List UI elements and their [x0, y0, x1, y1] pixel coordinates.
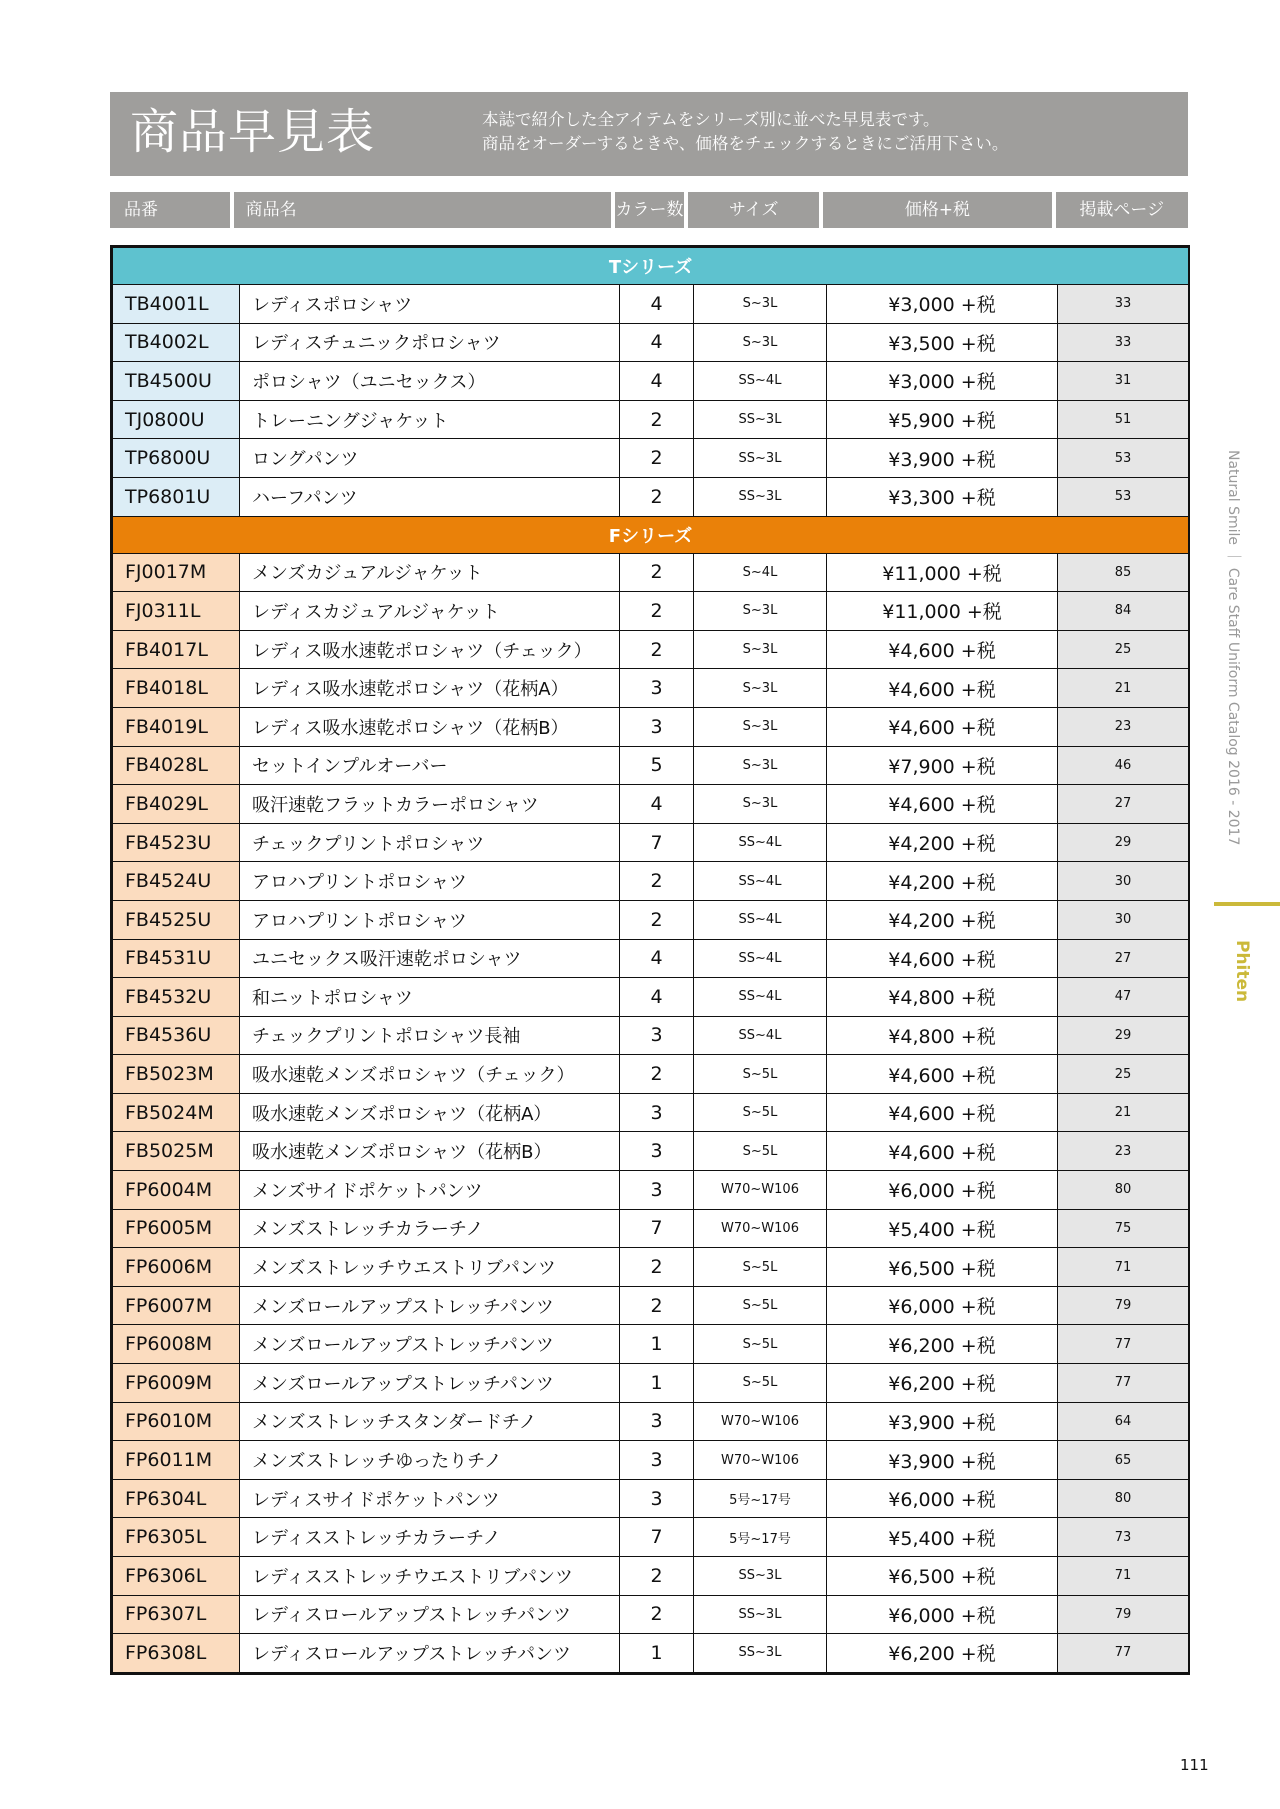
price: ¥5,400 +税	[827, 1518, 1058, 1557]
product-name: アロハプリントポロシャツ	[240, 862, 620, 901]
size-range: S~5L	[694, 1055, 827, 1094]
product-code: FP6011M	[113, 1441, 240, 1480]
page-title: 商品早見表	[130, 104, 376, 160]
price: ¥6,000 +税	[827, 1286, 1058, 1325]
table-row	[113, 592, 1189, 631]
color-count: 2	[620, 439, 694, 478]
product-name: メンズストレッチゆったりチノ	[240, 1441, 620, 1480]
table-row	[113, 439, 1189, 478]
product-name: アロハプリントポロシャツ	[240, 900, 620, 939]
page-ref: 27	[1058, 785, 1189, 824]
table-row	[113, 1634, 1189, 1673]
color-count: 4	[620, 785, 694, 824]
table-row	[113, 862, 1189, 901]
product-name: メンズロールアップストレッチパンツ	[240, 1325, 620, 1364]
product-code: FP6305L	[113, 1518, 240, 1557]
table-row	[113, 1171, 1189, 1210]
size-range: SS~4L	[694, 862, 827, 901]
price: ¥6,200 +税	[827, 1364, 1058, 1403]
page-ref: 65	[1058, 1441, 1189, 1480]
table-row	[113, 1248, 1189, 1287]
price: ¥3,900 +税	[827, 1402, 1058, 1441]
price: ¥3,500 +税	[827, 323, 1058, 362]
table-row	[113, 1325, 1189, 1364]
price: ¥4,600 +税	[827, 630, 1058, 669]
table-row	[113, 1055, 1189, 1094]
product-name: レディス吸水速乾ポロシャツ（花柄A）	[240, 669, 620, 708]
table-row	[113, 1016, 1189, 1055]
page-ref: 25	[1058, 630, 1189, 669]
side-catalog-text: Natural Smile ｜ Care Staff Uniform Catalog 2016 - 2017	[1225, 450, 1241, 846]
table-row	[113, 1132, 1189, 1171]
column-header-colors: カラー数	[615, 192, 684, 228]
price: ¥3,900 +税	[827, 439, 1058, 478]
page-ref: 31	[1058, 362, 1189, 401]
product-code: FB5024M	[113, 1093, 240, 1132]
color-count: 4	[620, 978, 694, 1017]
product-name: 吸水速乾メンズポロシャツ（花柄B）	[240, 1132, 620, 1171]
color-count: 4	[620, 362, 694, 401]
color-count: 4	[620, 323, 694, 362]
color-count: 3	[620, 1402, 694, 1441]
color-count: 2	[620, 862, 694, 901]
brand-text: Phiten	[1232, 940, 1252, 1003]
product-name: レディスカジュアルジャケット	[240, 592, 620, 631]
product-code: FP6304L	[113, 1479, 240, 1518]
page-ref: 80	[1058, 1479, 1189, 1518]
color-count: 1	[620, 1325, 694, 1364]
description-line-2: 商品をオーダーするときや、価格をチェックするときにご活用下さい。	[482, 134, 1009, 153]
color-count: 2	[620, 1595, 694, 1634]
product-name: ポロシャツ（ユニセックス）	[240, 362, 620, 401]
side-catalog-label	[1222, 450, 1244, 880]
size-range: S~3L	[694, 785, 827, 824]
table-row	[113, 1441, 1189, 1480]
page-number: 111	[1180, 1756, 1209, 1774]
page-ref: 79	[1058, 1595, 1189, 1634]
product-code: FB5025M	[113, 1132, 240, 1171]
table-row	[113, 669, 1189, 708]
product-name: ロングパンツ	[240, 439, 620, 478]
product-name: トレーニングジャケット	[240, 400, 620, 439]
table-row	[113, 362, 1189, 401]
size-range: S~5L	[694, 1248, 827, 1287]
price: ¥4,200 +税	[827, 900, 1058, 939]
price: ¥5,400 +税	[827, 1209, 1058, 1248]
size-range: S~5L	[694, 1286, 827, 1325]
size-range: S~3L	[694, 707, 827, 746]
color-count: 5	[620, 746, 694, 785]
product-code: FB4532U	[113, 978, 240, 1017]
product-code: FP6007M	[113, 1286, 240, 1325]
page-ref: 23	[1058, 1132, 1189, 1171]
product-code: FP6005M	[113, 1209, 240, 1248]
table-row	[113, 1595, 1189, 1634]
table-row	[113, 630, 1189, 669]
product-code: TB4500U	[113, 362, 240, 401]
product-code: FB4524U	[113, 862, 240, 901]
price: ¥3,000 +税	[827, 285, 1058, 324]
page-ref: 77	[1058, 1325, 1189, 1364]
size-range: SS~3L	[694, 477, 827, 516]
table-row	[113, 900, 1189, 939]
product-name: セットインプルオーバー	[240, 746, 620, 785]
page-ref: 33	[1058, 285, 1189, 324]
product-name: レディス吸水速乾ポロシャツ（チェック）	[240, 630, 620, 669]
color-count: 3	[620, 1171, 694, 1210]
table-row	[113, 1093, 1189, 1132]
page-ref: 71	[1058, 1557, 1189, 1596]
product-name: レディスストレッチウエストリブパンツ	[240, 1557, 620, 1596]
price: ¥6,200 +税	[827, 1634, 1058, 1673]
product-name: メンズロールアップストレッチパンツ	[240, 1286, 620, 1325]
product-code: FP6006M	[113, 1248, 240, 1287]
page-ref: 80	[1058, 1171, 1189, 1210]
product-name: 吸汗速乾フラットカラーポロシャツ	[240, 785, 620, 824]
product-name: レディスチュニックポロシャツ	[240, 323, 620, 362]
product-code: FB4029L	[113, 785, 240, 824]
product-code: TJ0800U	[113, 400, 240, 439]
product-code: FB4017L	[113, 630, 240, 669]
table-row	[113, 939, 1189, 978]
page-ref: 73	[1058, 1518, 1189, 1557]
price: ¥3,900 +税	[827, 1441, 1058, 1480]
page-ref: 29	[1058, 823, 1189, 862]
title-description	[482, 108, 1008, 156]
table-row	[113, 1557, 1189, 1596]
product-name: レディスサイドポケットパンツ	[240, 1479, 620, 1518]
table-row	[113, 477, 1189, 516]
price: ¥3,300 +税	[827, 477, 1058, 516]
size-range: W70~W106	[694, 1402, 827, 1441]
table-row	[113, 823, 1189, 862]
product-name: メンズストレッチスタンダードチノ	[240, 1402, 620, 1441]
price: ¥4,600 +税	[827, 1055, 1058, 1094]
color-count: 2	[620, 1286, 694, 1325]
product-name: メンズロールアップストレッチパンツ	[240, 1364, 620, 1403]
size-range: S~3L	[694, 630, 827, 669]
color-count: 3	[620, 707, 694, 746]
product-name: レディスロールアップストレッチパンツ	[240, 1634, 620, 1673]
product-name: ハーフパンツ	[240, 477, 620, 516]
product-name: レディスポロシャツ	[240, 285, 620, 324]
product-name: 和ニットポロシャツ	[240, 978, 620, 1017]
product-name: メンズストレッチカラーチノ	[240, 1209, 620, 1248]
size-range: W70~W106	[694, 1209, 827, 1248]
size-range: S~5L	[694, 1132, 827, 1171]
page-ref: 33	[1058, 323, 1189, 362]
product-name: メンズサイドポケットパンツ	[240, 1171, 620, 1210]
page-ref: 53	[1058, 477, 1189, 516]
price: ¥11,000 +税	[827, 553, 1058, 592]
price: ¥3,000 +税	[827, 362, 1058, 401]
page-ref: 47	[1058, 978, 1189, 1017]
series-f-header	[113, 516, 1189, 553]
price: ¥4,200 +税	[827, 823, 1058, 862]
product-name: レディスロールアップストレッチパンツ	[240, 1595, 620, 1634]
color-count: 2	[620, 900, 694, 939]
size-range: S~3L	[694, 592, 827, 631]
page-ref: 51	[1058, 400, 1189, 439]
size-range: 5号~17号	[694, 1518, 827, 1557]
size-range: SS~3L	[694, 1634, 827, 1673]
page-ref: 29	[1058, 1016, 1189, 1055]
page-ref: 84	[1058, 592, 1189, 631]
page-ref: 71	[1058, 1248, 1189, 1287]
color-count: 4	[620, 285, 694, 324]
product-code: FP6004M	[113, 1171, 240, 1210]
page-ref: 53	[1058, 439, 1189, 478]
table-row	[113, 553, 1189, 592]
color-count: 1	[620, 1634, 694, 1673]
table-row	[113, 785, 1189, 824]
size-range: S~4L	[694, 553, 827, 592]
title-bar	[110, 92, 1188, 176]
color-count: 3	[620, 669, 694, 708]
price: ¥5,900 +税	[827, 400, 1058, 439]
size-range: SS~3L	[694, 439, 827, 478]
product-code: FB5023M	[113, 1055, 240, 1094]
table-row	[113, 285, 1189, 324]
table-row	[113, 1518, 1189, 1557]
product-code: TP6801U	[113, 477, 240, 516]
page-ref: 25	[1058, 1055, 1189, 1094]
size-range: SS~4L	[694, 1016, 827, 1055]
price: ¥4,600 +税	[827, 669, 1058, 708]
size-range: S~5L	[694, 1093, 827, 1132]
description-line-1: 本誌で紹介した全アイテムをシリーズ別に並べた早見表です。	[482, 110, 940, 129]
price: ¥4,600 +税	[827, 939, 1058, 978]
price: ¥4,800 +税	[827, 1016, 1058, 1055]
table-row	[113, 707, 1189, 746]
color-count: 2	[620, 592, 694, 631]
page-ref: 79	[1058, 1286, 1189, 1325]
price: ¥6,500 +税	[827, 1557, 1058, 1596]
column-header-code: 品番	[110, 192, 230, 228]
price: ¥4,600 +税	[827, 707, 1058, 746]
table-row	[113, 978, 1189, 1017]
size-range: SS~4L	[694, 823, 827, 862]
table-row	[113, 1364, 1189, 1403]
color-count: 2	[620, 1248, 694, 1287]
size-range: SS~3L	[694, 1557, 827, 1596]
column-header-name: 商品名	[234, 192, 612, 228]
size-range: S~5L	[694, 1364, 827, 1403]
color-count: 2	[620, 477, 694, 516]
page-ref: 27	[1058, 939, 1189, 978]
product-code: FB4019L	[113, 707, 240, 746]
price: ¥4,200 +税	[827, 862, 1058, 901]
color-count: 3	[620, 1016, 694, 1055]
page-ref: 23	[1058, 707, 1189, 746]
product-code: FB4531U	[113, 939, 240, 978]
side-brand-label	[1228, 940, 1252, 1020]
product-name: メンズカジュアルジャケット	[240, 553, 620, 592]
product-name: レディス吸水速乾ポロシャツ（花柄B）	[240, 707, 620, 746]
color-count: 1	[620, 1364, 694, 1403]
size-range: S~3L	[694, 669, 827, 708]
product-code: TB4001L	[113, 285, 240, 324]
price: ¥6,500 +税	[827, 1248, 1058, 1287]
series-t-header	[113, 248, 1189, 285]
product-name: ユニセックス吸汗速乾ポロシャツ	[240, 939, 620, 978]
page-ref: 30	[1058, 900, 1189, 939]
product-code: FP6307L	[113, 1595, 240, 1634]
page-ref: 77	[1058, 1634, 1189, 1673]
product-table	[110, 245, 1190, 1675]
product-code: FP6008M	[113, 1325, 240, 1364]
color-count: 2	[620, 553, 694, 592]
product-code: FB4525U	[113, 900, 240, 939]
table-row	[113, 323, 1189, 362]
product-code: FP6010M	[113, 1402, 240, 1441]
price: ¥6,200 +税	[827, 1325, 1058, 1364]
product-code: FJ0311L	[113, 592, 240, 631]
size-range: W70~W106	[694, 1441, 827, 1480]
table-row	[113, 1479, 1189, 1518]
price: ¥6,000 +税	[827, 1479, 1058, 1518]
table-row	[113, 1209, 1189, 1248]
color-count: 2	[620, 630, 694, 669]
price: ¥4,600 +税	[827, 1093, 1058, 1132]
product-code: FP6009M	[113, 1364, 240, 1403]
size-range: SS~4L	[694, 900, 827, 939]
column-header-page: 掲載ページ	[1056, 192, 1188, 228]
product-name: レディスストレッチカラーチノ	[240, 1518, 620, 1557]
page-ref: 21	[1058, 1093, 1189, 1132]
size-range: SS~4L	[694, 939, 827, 978]
product-code: FP6308L	[113, 1634, 240, 1673]
column-header-price: 価格+税	[823, 192, 1051, 228]
product-code: FB4018L	[113, 669, 240, 708]
page-ref: 30	[1058, 862, 1189, 901]
column-header-size: サイズ	[688, 192, 819, 228]
product-code: TP6800U	[113, 439, 240, 478]
table-row	[113, 1286, 1189, 1325]
color-count: 4	[620, 939, 694, 978]
size-range: S~3L	[694, 746, 827, 785]
side-accent-rule	[1214, 902, 1280, 906]
page-ref: 75	[1058, 1209, 1189, 1248]
page-ref: 85	[1058, 553, 1189, 592]
page-ref: 77	[1058, 1364, 1189, 1403]
product-code: FJ0017M	[113, 553, 240, 592]
price: ¥6,000 +税	[827, 1171, 1058, 1210]
column-header-row	[110, 192, 1188, 228]
series-label: Tシリーズ	[113, 248, 1189, 285]
product-name: メンズストレッチウエストリブパンツ	[240, 1248, 620, 1287]
color-count: 3	[620, 1093, 694, 1132]
size-range: SS~4L	[694, 978, 827, 1017]
size-range: SS~3L	[694, 400, 827, 439]
price: ¥6,000 +税	[827, 1595, 1058, 1634]
page-ref: 21	[1058, 669, 1189, 708]
price: ¥11,000 +税	[827, 592, 1058, 631]
price: ¥4,600 +税	[827, 1132, 1058, 1171]
color-count: 2	[620, 400, 694, 439]
product-code: FB4536U	[113, 1016, 240, 1055]
size-range: S~3L	[694, 285, 827, 324]
price: ¥4,600 +税	[827, 785, 1058, 824]
color-count: 3	[620, 1441, 694, 1480]
size-range: S~5L	[694, 1325, 827, 1364]
series-label: Fシリーズ	[113, 516, 1189, 553]
page-ref: 46	[1058, 746, 1189, 785]
color-count: 7	[620, 823, 694, 862]
color-count: 7	[620, 1518, 694, 1557]
price: ¥7,900 +税	[827, 746, 1058, 785]
product-name: チェックプリントポロシャツ	[240, 823, 620, 862]
product-name: 吸水速乾メンズポロシャツ（花柄A）	[240, 1093, 620, 1132]
table-row	[113, 746, 1189, 785]
color-count: 3	[620, 1479, 694, 1518]
color-count: 3	[620, 1132, 694, 1171]
product-name: チェックプリントポロシャツ長袖	[240, 1016, 620, 1055]
color-count: 7	[620, 1209, 694, 1248]
size-range: SS~3L	[694, 1595, 827, 1634]
table-row	[113, 1402, 1189, 1441]
table-row	[113, 400, 1189, 439]
page-ref: 64	[1058, 1402, 1189, 1441]
price: ¥4,800 +税	[827, 978, 1058, 1017]
product-name: 吸水速乾メンズポロシャツ（チェック）	[240, 1055, 620, 1094]
color-count: 2	[620, 1557, 694, 1596]
product-code: FP6306L	[113, 1557, 240, 1596]
size-range: SS~4L	[694, 362, 827, 401]
product-code: TB4002L	[113, 323, 240, 362]
product-code: FB4028L	[113, 746, 240, 785]
color-count: 2	[620, 1055, 694, 1094]
product-code: FB4523U	[113, 823, 240, 862]
size-range: S~3L	[694, 323, 827, 362]
size-range: 5号~17号	[694, 1479, 827, 1518]
size-range: W70~W106	[694, 1171, 827, 1210]
